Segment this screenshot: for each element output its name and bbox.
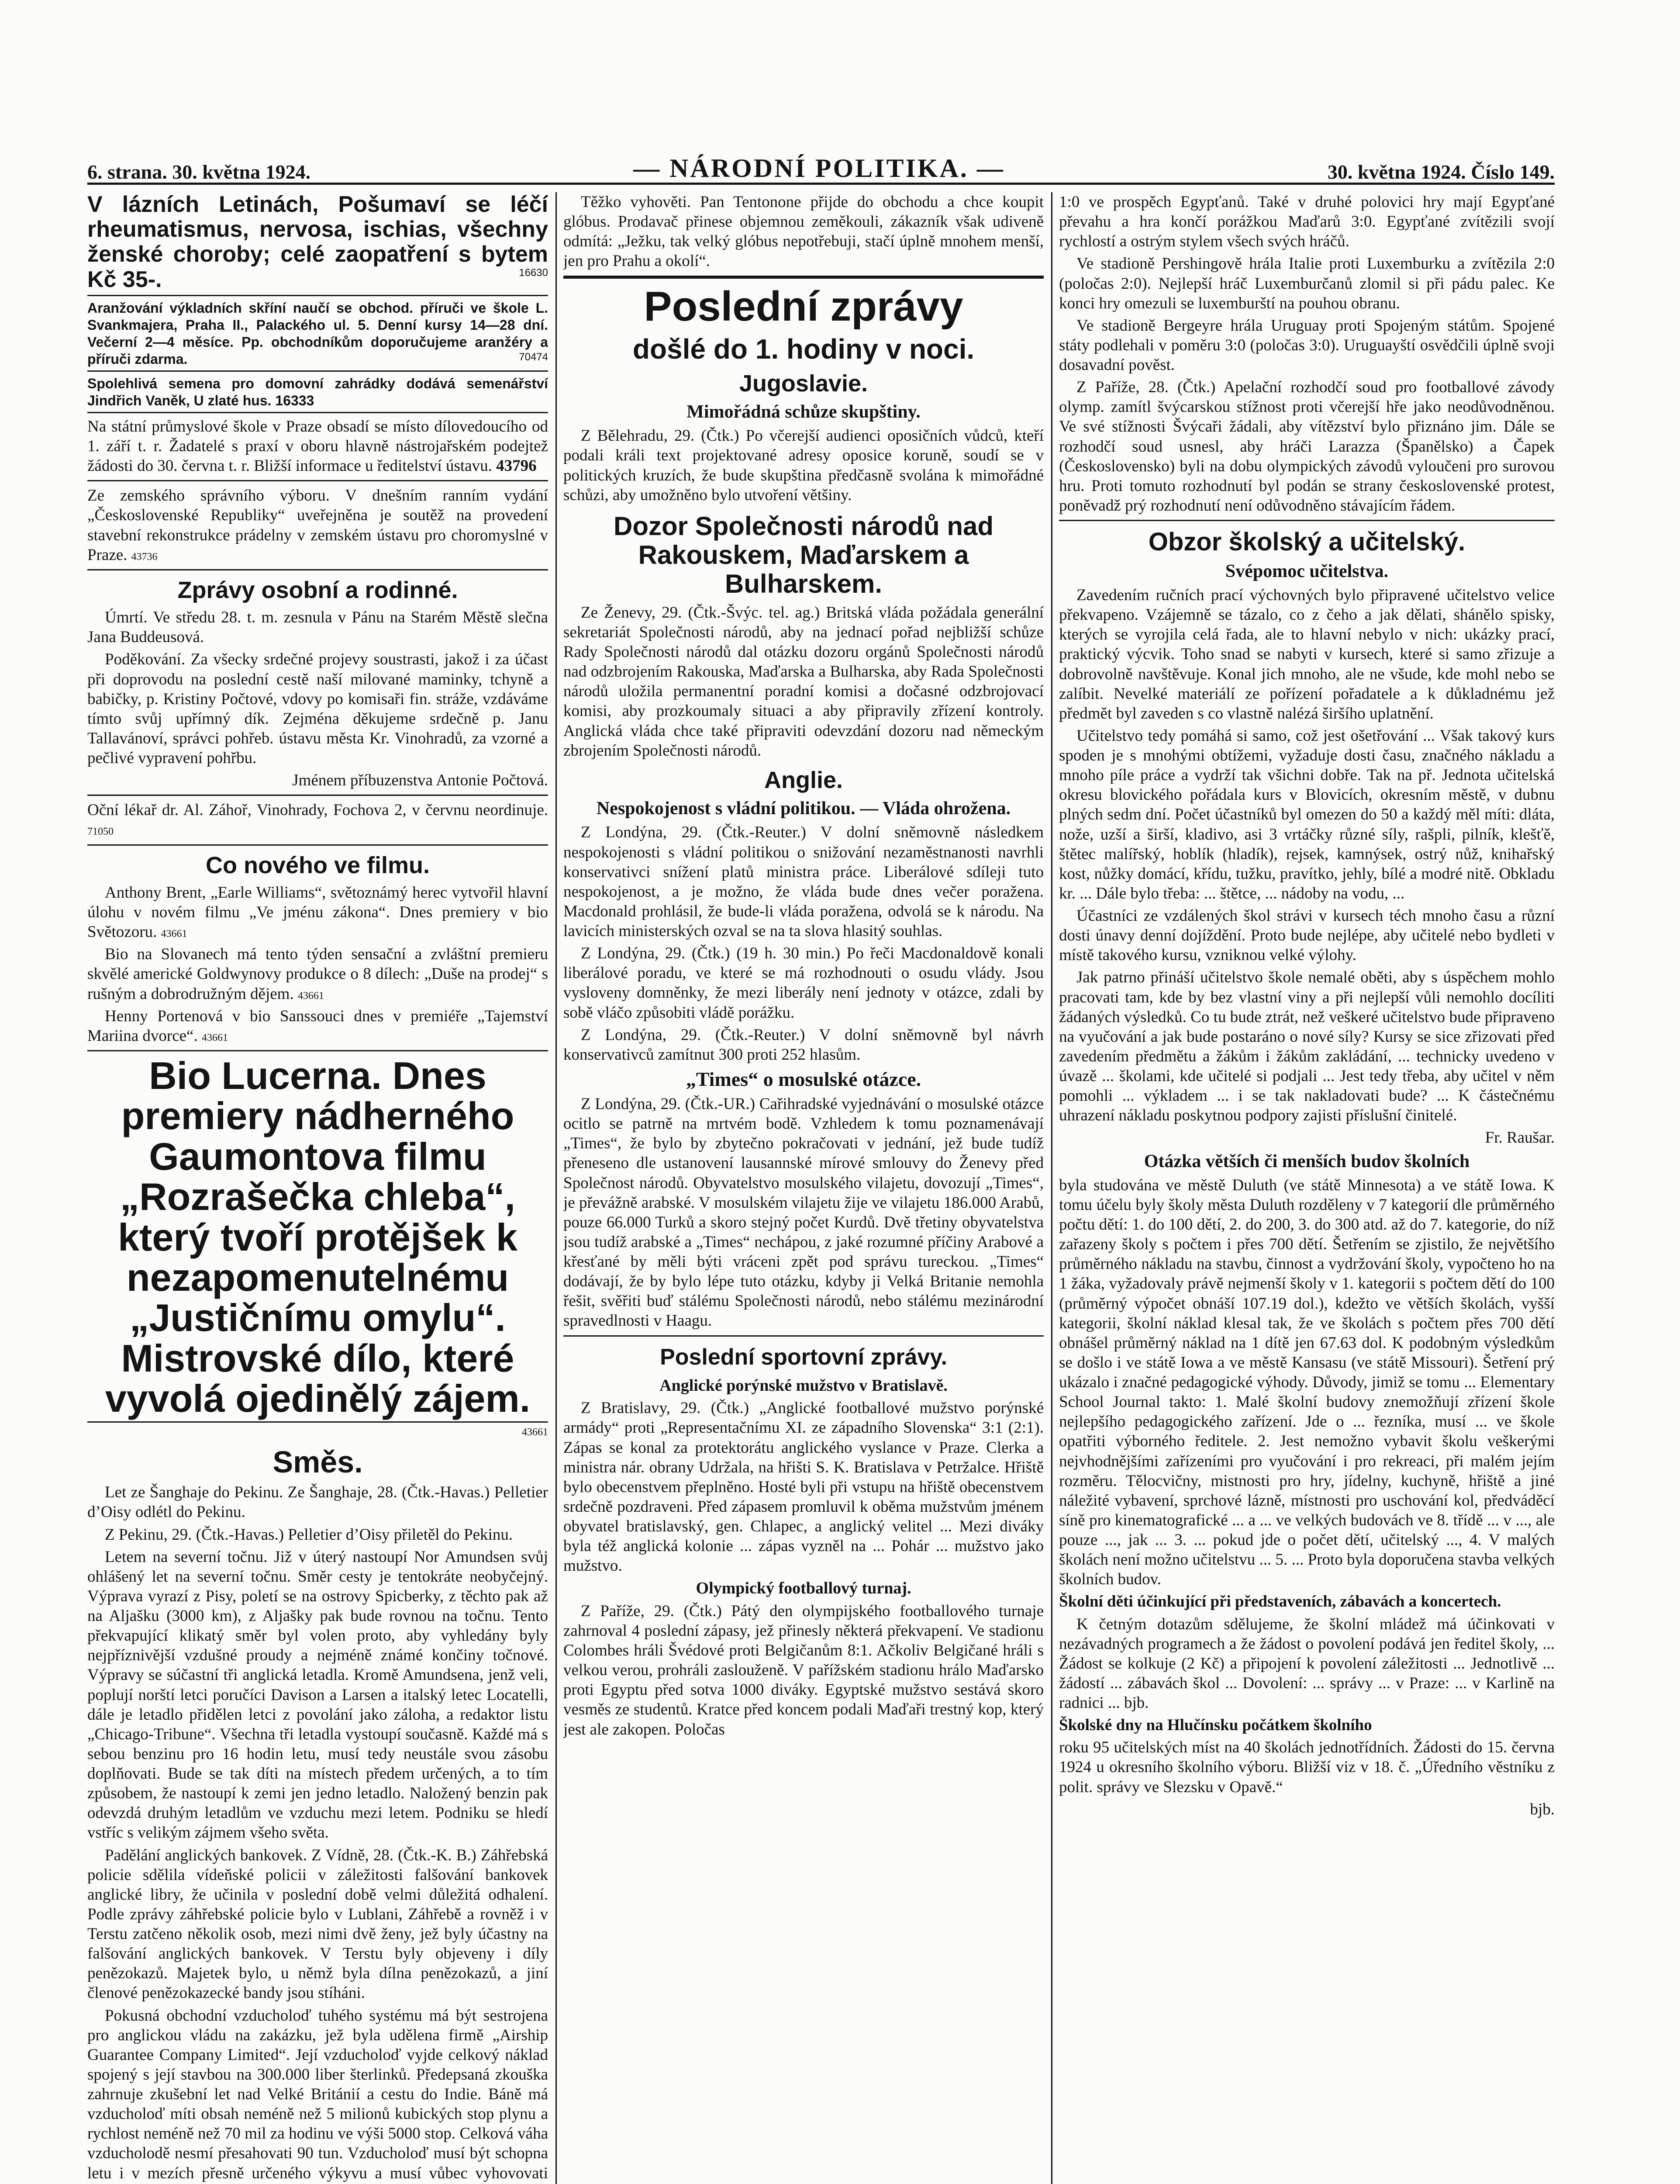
heading-dozor: Dozor Společnosti národů nad Rakouskem, Maďarskem a Bulharskem.: [613, 511, 994, 598]
obzor-signature: Fr. Raušar.: [1485, 1129, 1555, 1147]
heading-times: „Times“ o mosulské otázce.: [686, 1068, 921, 1090]
section-heading-obzor: Obzor školský a učitelský.: [1148, 528, 1466, 556]
article-obzor-2: Učitelstvo tedy pomáhá si samo, což jest ošetřování ... Však takový kurs spoden je s mnohými obtížemi, vyžaduje dosti času, značného nákladu a mnoho píle práce a vydrží tak všichni dobře. Tak na př. Jednota učitelská okresu blovického pořádala kurs v Blovicích, okresním městě, v dubnu plných sedm dní. Počet účastníků byl omezen do 50 a každý měl míti: dláta, nože, uzší a širší, kladivo, asi 3 vrtáčky různé síly, rašpli, pilník, klešťě, štětec malířský, hoblík (hladík), rejsek, kamnýsek, ostrý nůž, knihařský kost, nůžky domácí, křídu, tužku, pravítko, jehly, bílé a modré nitě. Obkladu kr. ... Dále bylo třeba: ... štětce, ... nádoby na vodu, ...: [1059, 726, 1555, 902]
article-dozor: Ze Ženevy, 29. (Čtk.-Švýc. tel. ag.) Britská vláda požádala generální sekretariát Společnosti národů, aby na jednací pořad nejbližší schůze Rady Společnosti národů dal otázku dozoru orgánů Společnosti národů nad odzbrojením Rakouska, Maďarska a Bulharska, aby Rada Společnosti národů uložila permanentní poradní komisi a dočasné odzbrojovací komisi, aby prozkoumaly situaci a aby připravily zřízení kontroly. Anglická vláda chce také připraviti odevzdání dozoru nad německým zbrojením Společnosti národů.: [563, 603, 1044, 760]
column-3: [1059, 192, 1555, 2184]
film-item-sanssouci: Henny Portenová v bio Sanssouci dnes v premiéře „Tajemství Mariina dvorce“. 43661: [87, 1007, 548, 1045]
ad-bio-lucerna: Bio Lucerna. Dnes premiery nádherného Gaumontova filmu „Rozrašečka chleba“, který tvoří protějšek k nezapomenutelnému „Justičnímu omylu“. Mistrovské dílo, které vyvolá ojedinělý zájem.: [87, 1056, 548, 1423]
heading-olympic: Olympický footballový turnaj.: [696, 1579, 911, 1598]
page-header: [87, 153, 1555, 183]
article-tezko-vyhoveti: Těžko vyhověti. Pan Tentonone přijde do obchodu a chce koupit glóbus. Prodavač přinese objemnou zeměkouli, zákazník však udiveně odmítá: „Ježku, tak velký glóbus nepotřebuji, stačí úplně mnohem menší, jen pro Prahu a okolí“.: [563, 193, 1044, 270]
smes-let-pekin-2: Z Pekinu, 29. (Čtk.-Havas.) Pelletier d’Oisy přiletěl do Pekinu.: [105, 1525, 513, 1544]
header-right: 30. května 1924. Číslo 149.: [1327, 161, 1555, 183]
column-divider: [1051, 192, 1052, 2184]
article-pershing: Ve stadioně Pershingově hrála Italie proti Luxemburku a zvítězila 2:0 (poločas 2:0). Nejlepší hráč Luxemburčanů zlomil si při pádu palec. Ke konci hry omezuli se luxemburští na pouhou obranu.: [1059, 255, 1555, 312]
ad-prumyslova-skola: Na státní průmyslové škole v Praze obsadí se místo dílovedoucího od 1. září t. r. Žadatelé s praxí v oboru hlavně nástrojařském podejtež žádosti do 30. června t. r. Bližší informace u ředitelství ústavu. 43796: [87, 417, 548, 475]
article-anglie-1: Z Londýna, 29. (Čtk.-Reuter.) V dolní sněmovně následkem nespokojenosti s vládní politikou o snižování nezaměstnanosti navrhli konservativci snížení platů ministra práce. Liberálové sdíleji tuto nespokojenost, a je možno, že vláda bude dnes večer poražena. Macdonald prohlásil, že bude-li vláda poražena, odvolá se k národu. Na lavicích ministerských ozval se na ta slova hlasitý souhlas.: [563, 823, 1044, 940]
column-divider: [555, 192, 557, 2184]
article-anglie-2: Z Londýna, 29. (Čtk.) (19 h. 30 min.) Po řeči Macdonaldově konali liberálové poradu, ve které se má rozhodnouti o osudu vlády. Jsou vysloveny domněnky, že mezi liberály není jednoty v otázce, zdali by sobě vláčo způsobiti vládě porážku.: [563, 944, 1044, 1022]
subheading-obzor: Svépomoc učitelstva.: [1225, 561, 1389, 581]
article-obzor-3: Účastníci ze vzdálených škol strávi v kursech téch mnoho času a různí dosti únavy denní dojíždění. Proto bude nejlépe, aby učitelé nebo bydleti v místě takového kursu, vzniknou velké výlohy.: [1059, 907, 1555, 964]
section-heading-zpravy: Zprávy osobní a rodinné.: [177, 577, 458, 603]
column-2: [563, 192, 1044, 2184]
heading-otazka-budov: Otázka větších či menších budov školních: [1144, 1151, 1470, 1171]
hlucinsko-signature: bjb.: [1530, 1800, 1555, 1818]
column-1: [87, 192, 548, 2184]
ad-bio-lucerna-num: 43661: [522, 1427, 548, 1438]
article-ucinkovani: K četným dotazům sdělujeme, že školní mládež má účinkovati v nezávadných programech a že žádost o povolení podává jen ředitel školy, ... Žádost se kolkuje (2 Kč) a připojení k povolení záležitosti ... Jednotlivě ... žádostí ... zábavách škol ... Dovolení: ... správy ... v Praze: ... v Karlině na radnici ... bjb.: [1059, 1615, 1555, 1712]
section-heading-smes: Směs.: [273, 1444, 363, 1479]
article-sport-bratislava: Z Bratislavy, 29. (Čtk.) „Anglické footballové mužstvo porýnské armády“ proti „Representačnímu XI. ze západního Slovenska“ 3:1 (2:1). Zápas se konal za protektorátu anglického vyslance v Praze. Clerka a ministra nár. obrany Udržala, na hřišti S. K. Bratislava v Petržalce. Hřiště bylo obecenstvem přeplněno. Hosté byli při vstupu na hřiště obecenstvem srdečně pozdraveni. Před zápasem promluvil k oběma mužstvům jménem obyvatel bratislavský, gen. Chlapec, a anglický velitel ... Mezi diváky byla též anglická kolonie ... zápas vyzněl na ... Pohár ... mužstvo jako mužstvo.: [563, 1399, 1044, 1575]
smes-severni-tocna: Letem na severní točnu. Již v úterý nastoupí Nor Amundsen svůj ohlášený let na severní točnu. Směr cesty je tentokráte neobyčejný. Výprava vyrazí z Pisy, poletí se na ostrovy Spicberky, z těchto pak až na Aljašku (3000 km), z Aljašky pak bude rovnou na točnu. Tento překvapující klikatý směr byl volen proto, aby vyhledány byly nejpříznivější vzdušné proudy a nejméně známé končiny točnové. Výpravy se súčastní tři anglická letadla. Kromě Amundsena, jenž veli, poplují norští letci poručíci Davison a Larsen a italský letec Locatelli, dále je letadlo přidělen letci z povolání jako záloha, a redaktor listu „Chicago-Tribune“. Všechna tři letadla vystoupí současně. Každé má s sebou benzinu pro 16 hodin letu, musí tedy neustále svou zásobu doplňovati. Bude se tak díti na místech předem určených, a to tím způsobem, že nastoupí k zemi jen jedno letadlo. Naložený benzin pak odevzdá druhým letadlům ve vzduchu mezi letem. Podniku se hledí vstříc s velikým zájmem všeho světa.: [87, 1548, 548, 1842]
ad-semena: Spolehlivá semena pro domovní zahrádky dodává semenářství Jindřich Vaněk, U zlaté hus. 16333: [87, 375, 548, 413]
article-obzor-4: Jak patrno přináší učitelstvo škole nemalé oběti, aby s úspěchem mohlo pracovati tam, kde by bez vlastní viny a při nejlepší vůli nemohlo docíliti žádaných výsledků. Co tu bude ztrát, než veškeré učitelstvo bude připraveno na vyučování a jak bude postaráno o nové síly? Kursy se sice zřizovati před zavedením předmětu a žákům i žákům zakládání, ... technicky uvedeno v úvazě ... školami, kde učitelé si podjali ... Jest tedy třeba, aby učitel v něm pomohli ... výkladem ... i se tak nakladovati bude? ... K částečnému uhrazení nákladu poskytnou podpory zajisti příslušní činitelé.: [1059, 968, 1555, 1125]
heading-anglie: Anglie.: [764, 767, 843, 793]
film-item-brent: Anthony Brent, „Earle Williams“, světoznámý herec vytvořil hlavní úlohu v novém filmu „Ve jménu zákona“. Dnes premiery v bio Světozoru. 43661: [87, 883, 548, 941]
film-item-slovany: Bio na Slovanech má tento týden sensační a zvláštní premieru skvělé americké Goldwynovy produkce o 8 dílech: „Duše na prodej“ s rušným a dobrodružným dějem. 43661: [87, 945, 548, 1003]
article-hlucinsko: roku 95 učitelských míst na 40 školách jednotřídních. Žádosti do 15. června 1924 u okresního školního výboru. Bližší viz v 18. č. „Úředního věstníku z polit. správy ve Slezsku v Opavě.“: [1059, 1738, 1555, 1796]
article-umrti: Úmrtí. Ve středu 28. t. m. zesnula v Pánu na Starém Městě slečna Jana Buddeusová.: [87, 608, 548, 646]
smes-vzducholod: Pokusná obchodní vzducholoď tuhého systému má být sestrojena pro anglickou vládu na zakázku, jež byla udělena firmě „Airship Guarantee Company Limited“. Její vzducholoď vyjde celkový náklad spojený s její stavbou na 300.000 liber šterlinků. Předepsaná zkouška zahrnuje zkušební let nad Velké Británií a cestu do Indie. Báně má vzducholoď míti obsah neméně než 5 milionů kubických stop plynu a rychlost neméně než 70 mil za hodinu ve výši 5000 stop. Celková váha vzducholodě nesmí přesahovati 90 tun. Vzducholoď musí být schopna letu i v mezích přesně určeného výkyvu a musí vůbec vyhovovati: [87, 2006, 548, 2182]
section-subheading-posledni: došlé do 1. hodiny v noci.: [632, 333, 975, 365]
subheading-sport: Anglické porýnské mužstvo v Bratislavě.: [659, 1376, 948, 1395]
article-times: Z Londýna, 29. (Čtk.-UR.) Cařihradské vyjednávání o mosulské otázce ocitlo se patrně na mrtvém bodě. Vzhledem k tomu poznamenávají „Times“, že bylo by zbytečno pokračovati v jednání, jež bude tudíž přeneseno dle ustanovení lausannské mírové smlouvy do Ženevy před Společnost národů. Obyvatelstvo mosulského vilajetu, dovozují „Times“, je převážně arabské. V mosulském vilajetu žije ve vilajetu 186.000 Arabů, pouze 66.000 Turků a skoro stejný počet Kurdů. Dvě třetiny obyvatelstva jsou tudíž arabské a „Times“ nechápou, z jaké rozumné příčiny Arabové a křesťané by měli býti vráceni zpět pod správu tureckou. „Times“ dodávají, že by bylo lépe tuto otázku, kdyby ji Velká Britanie nemohla řešit, svěřiti buď stálému Společnosti národů, nebo stálému mezinárodní spravedlnosti v Haagu.: [563, 1095, 1044, 1330]
heading-hlucinsko: Školské dny na Hlučínsku počátkem školního: [1059, 1716, 1372, 1735]
smes-bankovky: Padělání anglických bankovek. Z Vídně, 28. (Čtk.-K. B.) Záhřebská policie sdělila vídeňské policii v záležitosti falšování bankovek anglické libry, že učinila v poslední době velmi důležitá odhalení. Podle zprávy záhřebské policie bylo v Lublani, Záhřebě a rovněž i v Terstu zatčeno několik osob, mezi nimi dvě ženy, jež byly účastny na falšování anglických bankovek. V Terstu byly objeveny i díly penězokazů. Majetek bylo, u němž byla dílna penězokazů, a jiní členové penězokazecké bandy jsou stíháni.: [87, 1846, 548, 2002]
article-podekovani: Poděkování. Za všecky srdečné projevy soustrasti, jakož i za účast při doprovodu na poslední cestě naší milované maminky, tchyně a babičky, p. Kristiny Počtové, vdovy po komisaři fin. stráže, vzdáváme tímto svůj upřímný dík. Zejména děkujeme srdečně p. Janu Tallavánoví, správci pohřeb. ústavu města Kr. Vinohradů, za vzorné a pečlivé vypravení pohřbu.: [87, 650, 548, 767]
header-left: 6. strana. 30. května 1924.: [87, 161, 311, 183]
section-heading-film: Co nového ve filmu.: [205, 852, 430, 878]
header-rule: [87, 183, 1555, 185]
heading-jugoslavie: Jugoslavie.: [739, 370, 868, 397]
podekovani-signature: Jménem příbuzenstva Antonie Počtová.: [292, 771, 548, 790]
article-odvolani: Z Paříže, 28. (Čtk.) Apelační rozhodčí soud pro footballové závody olymp. zamítl švýcarskou stížnost proti včerejší hře jako neodůvodněnou. Ve své stížnosti Švýcaři žádali, aby vítězství bylo přiznáno jim. Dále se rozhodčí soud usnesl, aby hráči Larazza (Španělsko) a Čapek (Československo) byli na dobu olympických závodů vyloučeni pro surovou hru. Proti tomuto rozhodnutí byl podán se strany československé protest, poněvadž prý rozhodnutí není odůvodněno stávajícím řádem.: [1059, 378, 1555, 515]
heading-sport: Poslední sportovní zprávy.: [660, 1344, 947, 1370]
article-bergeyre: Ve stadioně Bergeyre hrála Uruguay proti Spojeným státům. Spojené státy podlehali v poměru 3:0 (poločas 3:0). Uruguayští osvědčili úplně svoji dosavadní pověst.: [1059, 316, 1555, 374]
smes-let-pekin: Let ze Šanghaje do Pekinu. Ze Šanghaje, 28. (Čtk.-Havas.) Pelletier d’Oisy odlétl do Pekinu.: [87, 1483, 548, 1521]
ad-ocni-lekar: Oční lékař dr. Al. Záhoř, Vinohrady, Fochova 2, v červnu neordinuje. 71050: [87, 801, 548, 838]
subheading-jugoslavie: Mimořádná schůze skupštiny.: [686, 402, 921, 422]
heading-ucinkovani: Školní děti účinkující při představeních, zábavách a koncertech.: [1059, 1593, 1501, 1611]
section-heading-posledni-zpravy: Poslední zprávy: [644, 283, 963, 330]
article-jugoslavie: Z Bělehradu, 29. (Čtk.) Po včerejší audienci oposičních vůdců, kteří podali králi text projektované adresy oposice koruně, soudí se v politických kruzích, že bude skupština předčasně svolána k mimořádné schůzi, aby umožněno bylo utvoření většiny.: [563, 427, 1044, 504]
subheading-anglie: Nespokojenost s vládní politikou. — Vláda ohrožena.: [596, 798, 1011, 819]
article-olympic: Z Paříže, 29. (Čtk.) Pátý den olympijského footballového turnaje zahrnoval 4 poslední zápasy, jež přinesly některá překvapení. Ve stadionu Colombes hráli Švédové proti Belgičanům 8:1. Ačkoliv Belgičané hráli s velkou verou, prohráli zaslouženě. V pařížském stadionu hrálo Maďarsko proti Egyptu před sotva 1000 diváky. Egyptské mužstvo sestává skoro vesměs ze studentů. Kratce před koncem podali Maďaři trestný kop, který jest ale zakopen. Poločas: [563, 1602, 1044, 1738]
ad-letiny: V lázních Letinách, Pošumaví se léčí rheumatismus, nervosa, ischias, všechny ženské choroby; celé zaopatření s bytem Kč 35-. 16630: [87, 192, 548, 296]
article-otazka-budov: byla studována ve městě Duluth (ve státě Minnesota) a ve státě Iowa. K tomu účelu byly školy města Duluth rozděleny v 7 kategorií dle průměrného počtu dětí: 1. do 100 dětí, 2. do 200, 3. do 300 atd. až do 7. kategorie, do níž zařazeny školy s počtem i přes 700 dětí. Šetřením se zjistilo, že největšího průměrného nákladu na stavbu, činnost a vydržování školy, vypočteno ho na 1 žáka, vyžadovaly právě nejmenší školy v 1. kategorii s počtem dětí do 100 (průměrný výpočet obnáší 107.19 dol.), kdežto ve větších školách, vyšší kategorii, školní náklad klesal tak, že ve školách s počtem přes 700 dětí obnášel průměrný náklad na 1 dítě jen 67.63 dol. K podobným výsledkům se došlo i ve státě Iowa a ve městě Kansasu (ve státě Missouri). Šetření prý ukázalo i značné pedagogické výhody. Důvody, jimiž se tomu ... Elementary School Journal takto: 1. Malé školní budovy znemožňují zřízení škole nejlepšího pedagogického zařízení. Jde o ... řezníka, musí ... ve škole opatřiti výborného ředitele. 2. Jest nemožno vybavit školu veškerými nejvhodnějšími zařízeními pro vyučování i pro rekreaci, při malém jejím rozměru. Tělocvičny, mistnosti pro hry, jídelny, kuchyně, hřiště a jiné náležité vybavení, sprchové lázně, místnosti pro uschování kol, předváděcí síně pro kinematografické ... a ... ve velkých budovách ve 8. třídě ... v ..., ale pouze ..., jak ... 3. ... pokud jde o počet dětí, učitelský ..., 4. V malých školách není možno učitelstvu ... 5. ... Proto byla doporučena stavba velkých školních budov.: [1059, 1176, 1555, 1589]
ad-aranzovani: Aranžování výkladních skříní naučí se obchod. příruči ve škole L. Svankmajera, Praha II., Palackého ul. 5. Denní kursy 14—28 dní. Večerní 2—4 měsíce. Pp. obchodníkům doporučujeme aranžéry a příruči zdarma. 70474: [87, 300, 548, 372]
masthead: — NÁRODNÍ POLITIKA. —: [633, 154, 1005, 183]
article-obzor-1: Zavedením ručních prací výchovných bylo připravené učitelstvo velice překvapeno. Vzájemně se tázalo, co z čeho a jak dělati, shánělo spisky, kterých se vyrojila celá řada, ale to hlavní nebylo v nich: ukázky prací, praktický výcvik. Toho snad se nabyti v kursech, které si samo zřizuje a dobrovolně navštěvuje. Konal jich mnoho, ale ne všude, kde mohl nebo se zalíbit. Nevelké materiálí ze pořízení pořadatele a k důkladnému jež předmět byl zaveden s co vlastně nalézá širšího uplatnění.: [1059, 586, 1555, 722]
article-anglie-3: Z Londýna, 29. (Čtk.-Reuter.) V dolní sněmovně byl návrh konservativců zamítnut 300 proti 252 hlasům.: [563, 1026, 1044, 1064]
ad-zemsky-vybor: Ze zemského správního výboru. V dnešním ranním vydání „Československé Republiky“ uveřejněna je soutěž na provedení stavební rekonstrukce prádelny v zemském ústavu pro choromyslné v Praze. 43736: [87, 487, 548, 564]
article-olympic-cont: 1:0 ve prospěch Egypťanů. Také v druhé polovici hry mají Egypťané převahu a hra končí porážkou Maďarů 3:0. Egypťané zvítězili svojí rychlostí a ostrým stylem všech svých hráčů.: [1059, 193, 1555, 251]
